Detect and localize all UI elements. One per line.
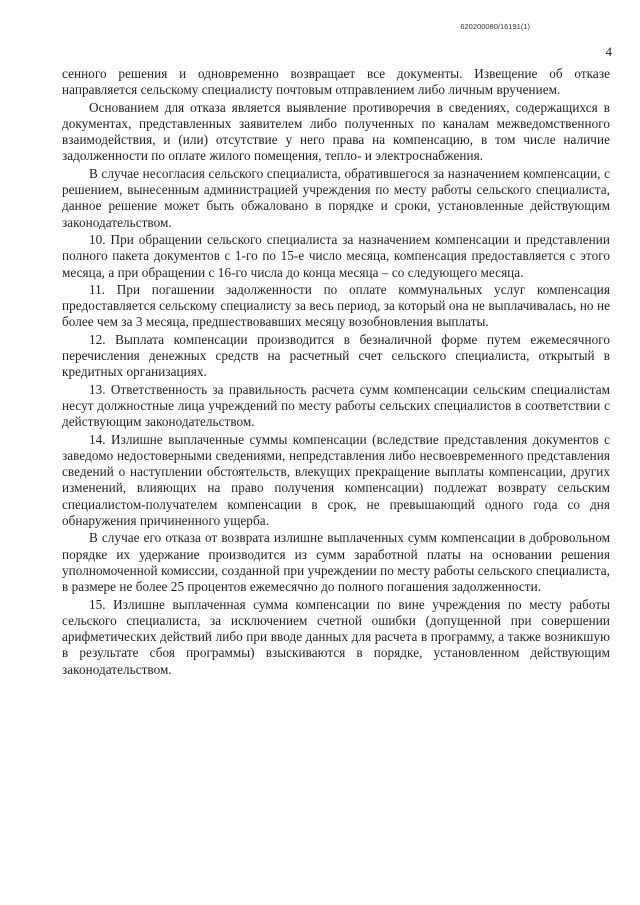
page-number: 4	[605, 44, 612, 59]
paragraph-item-10: 10. При обращении сельского специалиста за назначением компенсации и представлении полного пакета документов с 1-го по 15-е число месяца, компенсация предоставляется с этого месяца, а при обращении с 16-го числа до конца месяца – со следующего месяца.	[62, 231, 610, 280]
paragraph-continuation: сенного решения и одновременно возвращает все документы. Извещение об отказе направляется сельскому специалисту почтовым отправлением либо личным вручением.	[62, 66, 610, 98]
paragraph-item-14: 14. Излишне выплаченные суммы компенсации (вследствие представления документов с заведомо недостоверными сведениями, непредставления либо несвоевременного представления сведений о наступлении обстоятельств, влекущих прекращение выплаты компенсации, других изменений, влияющих на право получения компенсации) подлежат возврату сельским специалистом-получателем компенсации в срок, не превышающий одного года со дня обнаружения причиненного ущерба.	[62, 431, 610, 529]
document-body	[62, 66, 610, 679]
paragraph-refusal-deduction: В случае его отказа от возврата излишне выплаченных сумм компенсации в добровольном порядке их удержание производится из сумм заработной платы на основании решения уполномоченной комиссии, созданной при учреждении по месту работы сельского специалиста, в размере не более 25 процентов ежемесячно до полного погашения задолженности.	[62, 530, 610, 595]
paragraph-appeal: В случае несогласия сельского специалиста, обратившегося за назначением компенсации, с решением, вынесенным администрацией учреждения по месту работы сельского специалиста, данное решение может быть обжаловано в порядке и сроки, установленные действующим законодательством.	[62, 165, 610, 230]
paragraph-item-15: 15. Излишне выплаченная сумма компенсации по вине учреждения по месту работы сельского специалиста, за исключением счетной ошибки (допущенной при совершении арифметических действий либо при вводе данных для расчета в программу, а также возникшую в результате сбоя программы) взыскиваются в порядке, установленном действующим законодательством.	[62, 596, 610, 677]
paragraph-refusal-grounds: Основанием для отказа является выявление противоречия в сведениях, содержащихся в документах, представленных заявителем либо полученных по каналам межведомственного взаимодействия, и (или) отсутствие у него права на компенсацию, в том числе наличие задолженности по оплате жилого помещения, тепло- и электроснабжения.	[62, 99, 610, 164]
paragraph-item-11: 11. При погашении задолженности по оплате коммунальных услуг компенсация предоставляется сельскому специалисту за весь период, за который она не выплачивалась, но не более чем за 3 месяца, предшествовавших месяцу возобновления выплаты.	[62, 281, 610, 330]
document-code: 620200080/16191(1)	[460, 22, 530, 31]
paragraph-item-13: 13. Ответственность за правильность расчета сумм компенсации сельским специалистам несут должностные лица учреждений по месту работы сельских специалистов в соответствии с действующим законодательством.	[62, 381, 610, 430]
paragraph-item-12: 12. Выплата компенсации производится в безналичной форме путем ежемесячного перечисления денежных средств на расчетный счет сельского специалиста, открытый в кредитных организациях.	[62, 331, 610, 380]
